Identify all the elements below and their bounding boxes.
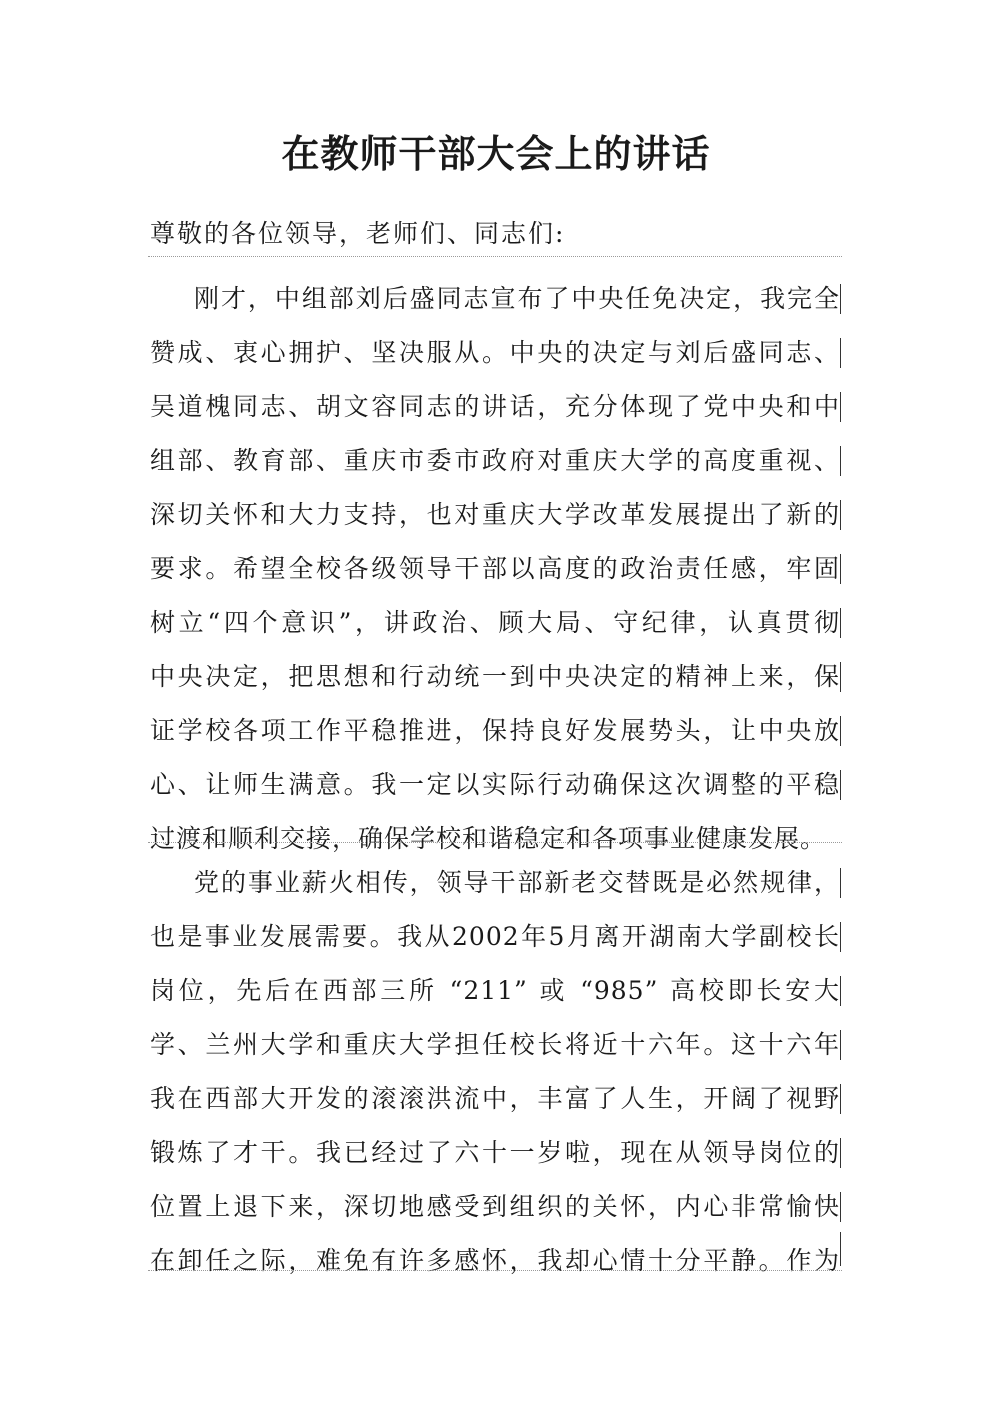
line-marker <box>840 554 841 584</box>
paragraph-line: 位置上退下来，深切地感受到组织的关怀，内心非常愉快 <box>150 1192 840 1221</box>
paragraph-1 <box>150 272 840 866</box>
paragraph-line: 吴道槐同志、胡文容同志的讲话，充分体现了党中央和中 <box>150 392 840 421</box>
divider <box>148 256 842 257</box>
paragraph-line: 岗位，先后在西部三所 “211” 或 “985” 高校即长安大 <box>150 976 840 1005</box>
divider <box>148 1270 842 1271</box>
paragraph-line: 树立“四个意识”，讲政治、顾大局、守纪律，认真贯彻 <box>150 608 840 637</box>
paragraph-line: 我在西部大开发的滚滚洪流中，丰富了人生，开阔了视野 <box>150 1084 840 1113</box>
paragraph-line: 学、兰州大学和重庆大学担任校长将近十六年。这十六年 <box>150 1030 840 1059</box>
line-marker <box>840 662 841 692</box>
line-marker <box>840 868 841 898</box>
line-marker <box>840 392 841 422</box>
line-marker <box>840 922 841 952</box>
paragraph-line: 中央决定，把思想和行动统一到中央决定的精神上来，保 <box>150 662 840 691</box>
paragraph-line: 赞成、衷心拥护、坚决服从。中央的决定与刘后盛同志、 <box>150 338 840 367</box>
line-marker <box>840 500 841 530</box>
line-marker <box>840 1138 841 1168</box>
paragraph-line: 锻炼了才干。我已经过了六十一岁啦，现在从领导岗位的 <box>150 1138 840 1167</box>
salutation: 尊敬的各位领导，老师们、同志们: <box>150 219 566 248</box>
paragraph-line: 深切关怀和大力支持，也对重庆大学改革发展提出了新的 <box>150 500 840 529</box>
line-marker <box>840 608 841 638</box>
paragraph-line: 过渡和顺利交接，确保学校和谐稳定和各项事业健康发展。 <box>150 824 827 853</box>
line-marker <box>840 1084 841 1114</box>
paragraph-line: 证学校各项工作平稳推进，保持良好发展势头，让中央放 <box>150 716 840 745</box>
paragraph-2 <box>150 856 840 1288</box>
line-marker <box>840 446 841 476</box>
paragraph-line: 也是事业发展需要。我从2002年5月离开湖南大学副校长 <box>150 922 840 951</box>
line-marker <box>840 1232 841 1266</box>
paragraph-line: 刚才，中组部刘后盛同志宣布了中央任免决定，我完全 <box>194 284 840 313</box>
paragraph-line: 心、让师生满意。我一定以实际行动确保这次调整的平稳 <box>150 770 840 799</box>
line-marker <box>840 1192 841 1222</box>
line-marker <box>840 770 841 800</box>
paragraph-line: 组部、教育部、重庆市委市政府对重庆大学的高度重视、 <box>150 446 840 475</box>
document-title: 在教师干部大会上的讲话 <box>281 131 711 176</box>
divider <box>148 842 842 843</box>
line-marker <box>840 1030 841 1060</box>
line-marker <box>840 716 841 746</box>
line-marker <box>840 284 841 314</box>
paragraph-line: 党的事业薪火相传，领导干部新老交替既是必然规律， <box>194 868 840 897</box>
line-marker <box>840 338 841 368</box>
paragraph-line: 在卸任之际，难免有许多感怀，我却心情十分平静。作为 <box>150 1246 840 1275</box>
line-marker <box>840 976 841 1006</box>
paragraph-line: 要求。希望全校各级领导干部以高度的政治责任感，牢固 <box>150 554 840 583</box>
